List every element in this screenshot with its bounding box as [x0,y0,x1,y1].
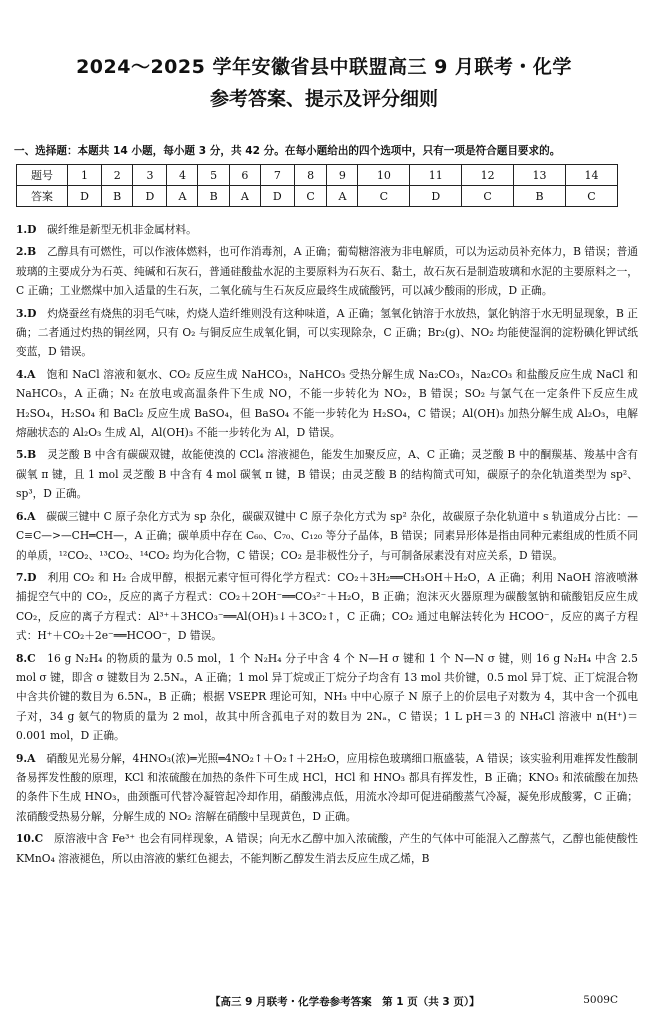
answer-cell: D [260,186,294,207]
explanation-item [16,445,638,503]
question-number: 8 [294,165,327,186]
answer-cell: B [198,186,229,207]
page-title: 2024～2025 学年安徽省县中联盟高三 9 月联考・化学 [76,56,572,78]
item-number: 4.A [16,367,36,381]
answer-cell: D [133,186,167,207]
explanation-item [16,304,638,362]
item-number: 5.B [16,448,37,462]
item-number: 8.C [16,651,36,665]
explanation-item [16,242,638,300]
answer-table-number-row [17,165,618,186]
explanation-item [16,649,638,746]
item-number: 7.D [16,570,37,584]
question-number: 2 [102,165,133,186]
explanations [16,220,638,871]
page-subtitle: 参考答案、提示及评分细则 [209,88,438,110]
question-number: 5 [198,165,229,186]
question-number: 13 [514,165,566,186]
answer-cell: C [294,186,327,207]
question-number: 9 [327,165,358,186]
item-text: 16 g N₂H₄ 的物质的量为 0.5 mol，1 个 N₂H₄ 分子中含 4 个 N—H σ 键和 1 个 N—N σ 键，则 16 g N₂H₄ 中含 2.5 mol σ 键，即含 σ 键数目为 2.5Nₐ，A 正确；1 mol 异丁烷或正丁烷分子均含有 13 mol 共价键，0.5 mol 异丁烷、正丁烷混合物中含共价键的数目为 6.5Nₐ，B 正确；根据 VSEPR 理论可知，NH₃ 中中心原子 N 原子上的价层电子对数为 4，其中含一个孤电子对，34 g 氨气的物质的量为 2 mol，故其中所含孤电子对的数目为 2Nₐ，C 错误；1 L pH＝3 的 NH₄Cl 溶液中 n(H⁺)＝0.001 mol，D 正确。 [16,651,638,743]
explanation-item [16,220,638,239]
item-number: 6.A [16,509,36,523]
item-number: 1.D [16,223,37,236]
item-text: 灵芝酸 B 中含有碳碳双键，故能使溴的 CCl₄ 溶液褪色，能发生加聚反应，A、C 正确；灵芝酸 B 中的酮羰基、羧基中含有碳氧 π 键，且 1 mol 灵芝酸 B 中含有 4 mol 碳氧 π 键，B 错误；由灵芝酸 B 的结构简式可知，碳原子的杂化轨道类型为 sp²、sp³，D 正确。 [16,448,638,501]
answer-table [16,164,618,207]
item-number: 9.A [16,751,36,765]
item-text: 原溶液中含 Fe³⁺ 也会有同样现象，A 错误；向无水乙醇中加入浓硫酸，产生的气体中可能混入乙醇蒸气，乙醇也能使酸性 KMnO₄ 溶液褪色，所以由溶液的紫红色褪去，不能判断乙醇发生消去反应生成乙烯，B [16,832,638,865]
row-label-answer: 答案 [17,186,68,207]
explanation-item [16,829,638,868]
item-number: 3.D [16,306,37,320]
question-number: 14 [565,165,617,186]
item-number: 10.C [16,832,44,846]
item-text: 饱和 NaCl 溶液和氨水、CO₂ 反应生成 NaHCO₃，NaHCO₃ 受热分解生成 Na₂CO₃，Na₂CO₃ 和盐酸反应生成 NaCl 和 NaHCO₃，A 正确；N₂ 在放电或高温条件下生成 NO，不能一步转化为 NO₂，B 错误；SO₂ 与氯气在一定条件下反应生成 H₂SO₄，H₂SO₄ 和 BaCl₂ 反应生成 BaSO₄，但 BaSO₄ 不能一步转化为 H₂SO₄，C 错误；Al(OH)₃ 加热分解生成 Al₂O₃，电解熔融状态的 Al₂O₃ 生成 Al，Al(OH)₃ 不能一步转化为 Al，D 错误。 [16,367,638,440]
question-number: 11 [410,165,462,186]
answer-cell: C [462,186,514,207]
answer-cell: D [410,186,462,207]
footer-code: 5009C [583,994,618,1006]
answer-cell: D [68,186,102,207]
answer-cell: B [102,186,133,207]
item-text: 硝酸见光易分解，4HNO₃(浓)═光照═4NO₂↑＋O₂↑＋2H₂O，应用棕色玻璃细口瓶盛装，A 错误；该实验利用难挥发性酸制备易挥发性酸的原理，KCl 和浓硫酸在加热的条件下可生成 HCl，HCl 和 HNO₃ 都具有挥发性，B 正确；KNO₃ 和浓硫酸在加热的条件下生成 HNO₃，曲颈甑可代替冷凝管起冷却作用，硝酸沸点低，用流水冷却可促进硝酸蒸气冷凝，凝免形成酸雾，C 正确；浓硝酸受热易分解，分解生成的 NO₂ 溶解在硝酸中呈现黄色，D 正确。 [16,751,638,823]
answer-table-answer-row [17,186,618,207]
answer-cell: A [229,186,260,207]
question-number: 10 [358,165,410,186]
answer-cell: C [565,186,617,207]
row-label-number: 题号 [17,165,68,186]
explanation-item [16,507,638,565]
explanation-item [16,749,638,827]
item-text: 乙醇具有可燃性，可以作液体燃料，也可作消毒剂，A 正确；葡萄糖溶液为非电解质，可以为运动员补充体力，B 错误；普通玻璃的主要成分为石英、纯碱和石灰石，普通硅酸盐水泥的主要原料为石灰石、黏土，故石灰石是制造玻璃和水泥的主要原料之一，C 正确；工业燃煤中加入适量的生石灰，二氧化硫与生石灰反应最终生成硫酸钙，可以减少酸雨的形成，D 正确。 [16,245,638,298]
question-number: 4 [167,165,198,186]
section-heading: 一、选择题：本题共 14 小题，每小题 3 分，共 42 分。在每小题给出的四个选项中，只有一项是符合题目要求的。 [14,145,561,157]
explanation-item [16,365,638,443]
question-number: 3 [133,165,167,186]
answer-cell: A [327,186,358,207]
item-text: 利用 CO₂ 和 H₂ 合成甲醇，根据元素守恒可得化学方程式：CO₂＋3H₂══CH₃OH＋H₂O，A 正确；利用 NaOH 溶液喷淋捕捉空气中的 CO₂，反应的离子方程式：CO₂＋2OH⁻══CO₃²⁻＋H₂O，B 正确；泡沫灭火器原理为碳酸氢钠和硫酸铝反应生成 CO₂，反应的离子方程式：Al³⁺＋3HCO₃⁻══Al(OH)₃↓＋3CO₂↑，C 正确；CO₂ 通过电解法转化为 HCOO⁻，反应的离子方程式：H⁺＋CO₂＋2e⁻══HCOO⁻，D 错误。 [16,570,638,643]
answer-cell: A [167,186,198,207]
footer-page-info: 【高三 9 月联考・化学卷参考答案 第 1 页（共 3 页）】 [210,996,480,1008]
question-number: 7 [260,165,294,186]
question-number: 1 [68,165,102,186]
answer-cell: C [358,186,410,207]
item-text: 灼烧蚕丝有烧焦的羽毛气味，灼烧人造纤维则没有这种味道，A 正确；氢氧化钠溶于水放热，氯化钠溶于水无明显现象，B 正确；二者通过灼热的铜丝网，只有 O₂ 与铜反应生成氧化铜，可以实现除杂，C 正确；Br₂(g)、NO₂ 均能使湿润的淀粉碘化钾试纸变蓝，D 错误。 [16,306,638,359]
item-text: 碳碳三键中 C 原子杂化方式为 sp 杂化，碳碳双键中 C 原子杂化方式为 sp² 杂化，故碳原子杂化轨道中 s 轨道成分占比：—C≡C—>—CH═CH—，A 正确；碳单质中存在 C₆₀、C₇₀、C₁₂₀ 等分子晶体，B 错误；同素异形体是指由同种元素组成的性质不同的单质，¹²CO₂、¹³CO₂、¹⁴CO₂ 均为化合物，C 错误；CO₂ 是非极性分子，与可制备尿素没有对应关系，D 错误。 [16,509,638,562]
explanation-item [16,568,638,646]
answer-cell: B [514,186,566,207]
question-number: 12 [462,165,514,186]
item-text: 碳纤维是新型无机非金属材料。 [47,223,197,236]
item-number: 2.B [16,245,37,259]
question-number: 6 [229,165,260,186]
